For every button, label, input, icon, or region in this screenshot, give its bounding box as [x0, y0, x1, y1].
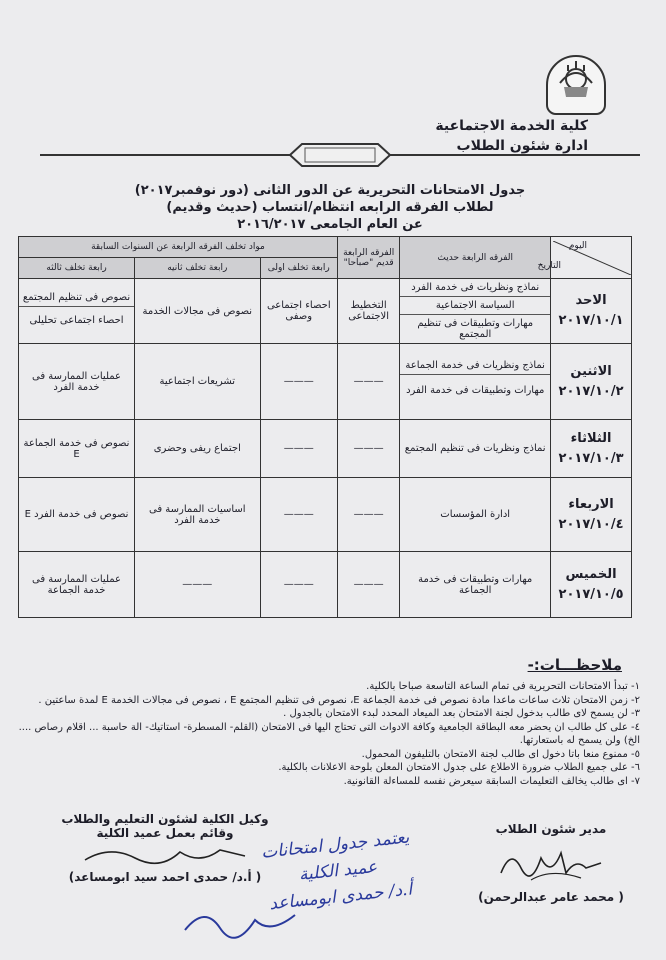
day-date: ٢٠١٧/١٠/١ [558, 313, 624, 328]
header-prev-group: مواد تخلف الفرقه الرابعة عن السنوات السابقة [19, 237, 338, 258]
old-subject-cell: ——— [337, 344, 399, 420]
prev3-subject-cell: عمليات الممارسة فى خدمة الفرد [19, 344, 135, 420]
college-name: كلية الخدمة الاجتماعية [435, 118, 588, 134]
title-line-1: جدول الامتحانات التحريرية عن الدور الثانى (دور نوفمبر٢٠١٧) [134, 183, 526, 198]
university-logo [546, 55, 606, 115]
right-signature-name: ( محمد عامر عبدالرحمن) [478, 890, 624, 904]
diagonal-divider [553, 241, 631, 275]
new-subjects-cell: ادارة المؤسسات [400, 478, 551, 552]
subject: احصاء اجتماعى تحليلى [29, 314, 124, 326]
left-signature-name: ( أ.د/ حمدى احمد سيد ابومساعد) [68, 870, 262, 884]
prev3-subject-cell: نصوص فى خدمة الجماعة E [19, 420, 135, 478]
prev1-subject-cell: ——— [260, 420, 337, 478]
old-subject-cell: ——— [337, 420, 399, 478]
table-row [19, 420, 632, 478]
signature-scribble [491, 838, 611, 888]
exam-schedule-table [18, 236, 632, 618]
old-subject-cell: ——— [337, 552, 399, 618]
prev1-subject-cell: ——— [260, 344, 337, 420]
prev1-subject-cell: احصاء اجتماعى وصفى [260, 279, 337, 344]
left-signature-title-2: وقائم بعمل عميد الكلية [96, 826, 234, 840]
header-prev-1: رابعة تخلف اولى [260, 258, 337, 279]
decorative-banner [40, 140, 640, 170]
day-cell [551, 344, 632, 420]
day-name: الاحد [575, 293, 607, 308]
old-subject-cell: ——— [337, 478, 399, 552]
day-date: ٢٠١٧/١٠/٥ [558, 586, 624, 602]
subject: مهارات وتطبيقات فى تنظيم المجتمع [417, 318, 534, 340]
subject: السياسة الاجتماعية [400, 297, 550, 315]
day-date: ٢٠١٧/١٠/٢ [558, 383, 624, 399]
subject: نصوص فى تنظيم المجتمع [19, 289, 134, 307]
day-date: ٢٠١٧/١٠/٤ [558, 516, 624, 532]
title-line-3: عن العام الجامعى ٢٠١٦/٢٠١٧ [237, 217, 423, 232]
note-item: ٧- اى طالب يخالف التعليمات السابقة سيعرض نفسه للمساءلة القانونية. [343, 775, 640, 787]
handwritten-line: عميد الكلية [297, 856, 379, 886]
new-subjects-cell: مهارات وتطبيقات فى خدمة الجماعة [400, 552, 551, 618]
exam-title [100, 182, 560, 233]
note-item: ٣- لن يسمح لاى طالب بدخول لجنة الامتحان بعد الميعاد المحدد لبدء الامتحان بالجدول . [283, 708, 640, 719]
note-item: ٦- على جميع الطلاب ضرورة الاطلاع على جدول الامتحان المعلن بلوحة الاعلانات بالكلية. [278, 762, 640, 773]
new-subjects-cell [400, 344, 551, 420]
day-name: الخميس [565, 566, 617, 582]
prev2-subject-cell: ——— [135, 552, 261, 618]
day-cell [551, 552, 632, 618]
day-name: الثلاثاء [570, 430, 612, 446]
corner-day-label: اليوم [568, 240, 588, 251]
new-subjects-cell: نماذج ونظريات فى تنظيم المجتمع [400, 420, 551, 478]
header-old: الفرقه الرابعة قديم "صباحا" [337, 237, 399, 279]
subject: نماذج ونظريات فى خدمة الفرد [400, 279, 550, 297]
notes-title: ملاحظـــات:- [527, 656, 622, 674]
right-signature-block [476, 822, 626, 904]
day-name: الاربعاء [568, 496, 614, 512]
corner-date-label: التاريخ [537, 260, 562, 271]
logo-emblem-icon [548, 57, 604, 113]
handwritten-line: يعتمد جدول امتحانات [260, 827, 411, 863]
table-row [19, 344, 632, 420]
subject: نماذج ونظريات فى خدمة الجماعة [400, 357, 550, 375]
day-cell [551, 478, 632, 552]
header-prev-2: رابعة تخلف ثانيه [135, 258, 261, 279]
notes-list [10, 680, 640, 788]
day-cell [551, 279, 632, 344]
department-name: ادارة شئون الطلاب [456, 138, 588, 154]
prev3-subject-cell [19, 279, 135, 344]
day-date: ٢٠١٧/١٠/٣ [558, 450, 624, 466]
left-signature-title-1: وكيل الكلية لشئون التعليم والطلاب [61, 812, 269, 826]
prev3-subject-cell: نصوص فى خدمة الفرد E [19, 478, 135, 552]
prev2-subject-cell: اجتماع ريفى وحضرى [135, 420, 261, 478]
note-item: ٥- ممنوع منعا باتا دخول اى طالب لجنة الامتحان بالتليفون المحمول. [361, 748, 640, 760]
header-prev-3: رابعة تخلف ثالثه [19, 258, 135, 279]
new-subjects-cell [400, 279, 551, 344]
prev3-subject-cell: عمليات الممارسة فى خدمة الجماعة [19, 552, 135, 618]
corner-header-cell [537, 237, 632, 279]
signature-scribble [80, 840, 250, 870]
old-subject-cell: التخطيط الاجتماعى [337, 279, 399, 344]
day-name: الاثنين [570, 363, 612, 379]
table-row [19, 552, 632, 618]
title-line-2: لطلاب الفرقه الرابعه انتظام/انتساب (حديث وقديم) [166, 200, 494, 215]
note-item: ٢- زمن الامتحان ثلاث ساعات ماعدا مادة نصوص فى خدمة الجماعة E، نصوص فى تنظيم المجتمع E ، نصوص فى مجالات الخدمة E لمدة ساعتين . [38, 694, 640, 706]
header-new: الفرقه الرابعة حديث [400, 237, 551, 279]
prev1-subject-cell: ——— [260, 552, 337, 618]
blue-signature-scribble [180, 900, 300, 940]
table-row [19, 279, 632, 344]
note-item: ١- تبدأ الامتحانات التحريرية فى تمام الساعة التاسعة صباحا بالكلية. [366, 681, 640, 692]
table-row [19, 478, 632, 552]
prev1-subject-cell: ——— [260, 478, 337, 552]
subject: مهارات وتطبيقات فى خدمة الفرد [406, 385, 545, 396]
day-cell [551, 420, 632, 478]
note-item: ٤- على كل طالب ان يحضر معه البطاقة الجامعية وكافة الادوات التى تحتاج اليها فى الامتحان (القلم- المسطرة- استاتيك- الة حاسبة ... اقلام رصاص .... الخ) ولن يسمح له باستعارتها. [18, 721, 640, 746]
handwritten-line: أ.د/ حمدى ابومساعد [268, 879, 414, 915]
prev2-subject-cell: تشريعات اجتماعية [135, 344, 261, 420]
right-signature-title: مدير شئون الطلاب [495, 822, 607, 836]
prev2-subject-cell: نصوص فى مجالات الخدمة [135, 279, 261, 344]
prev2-subject-cell: اساسيات الممارسة فى خدمة الفرد [135, 478, 261, 552]
